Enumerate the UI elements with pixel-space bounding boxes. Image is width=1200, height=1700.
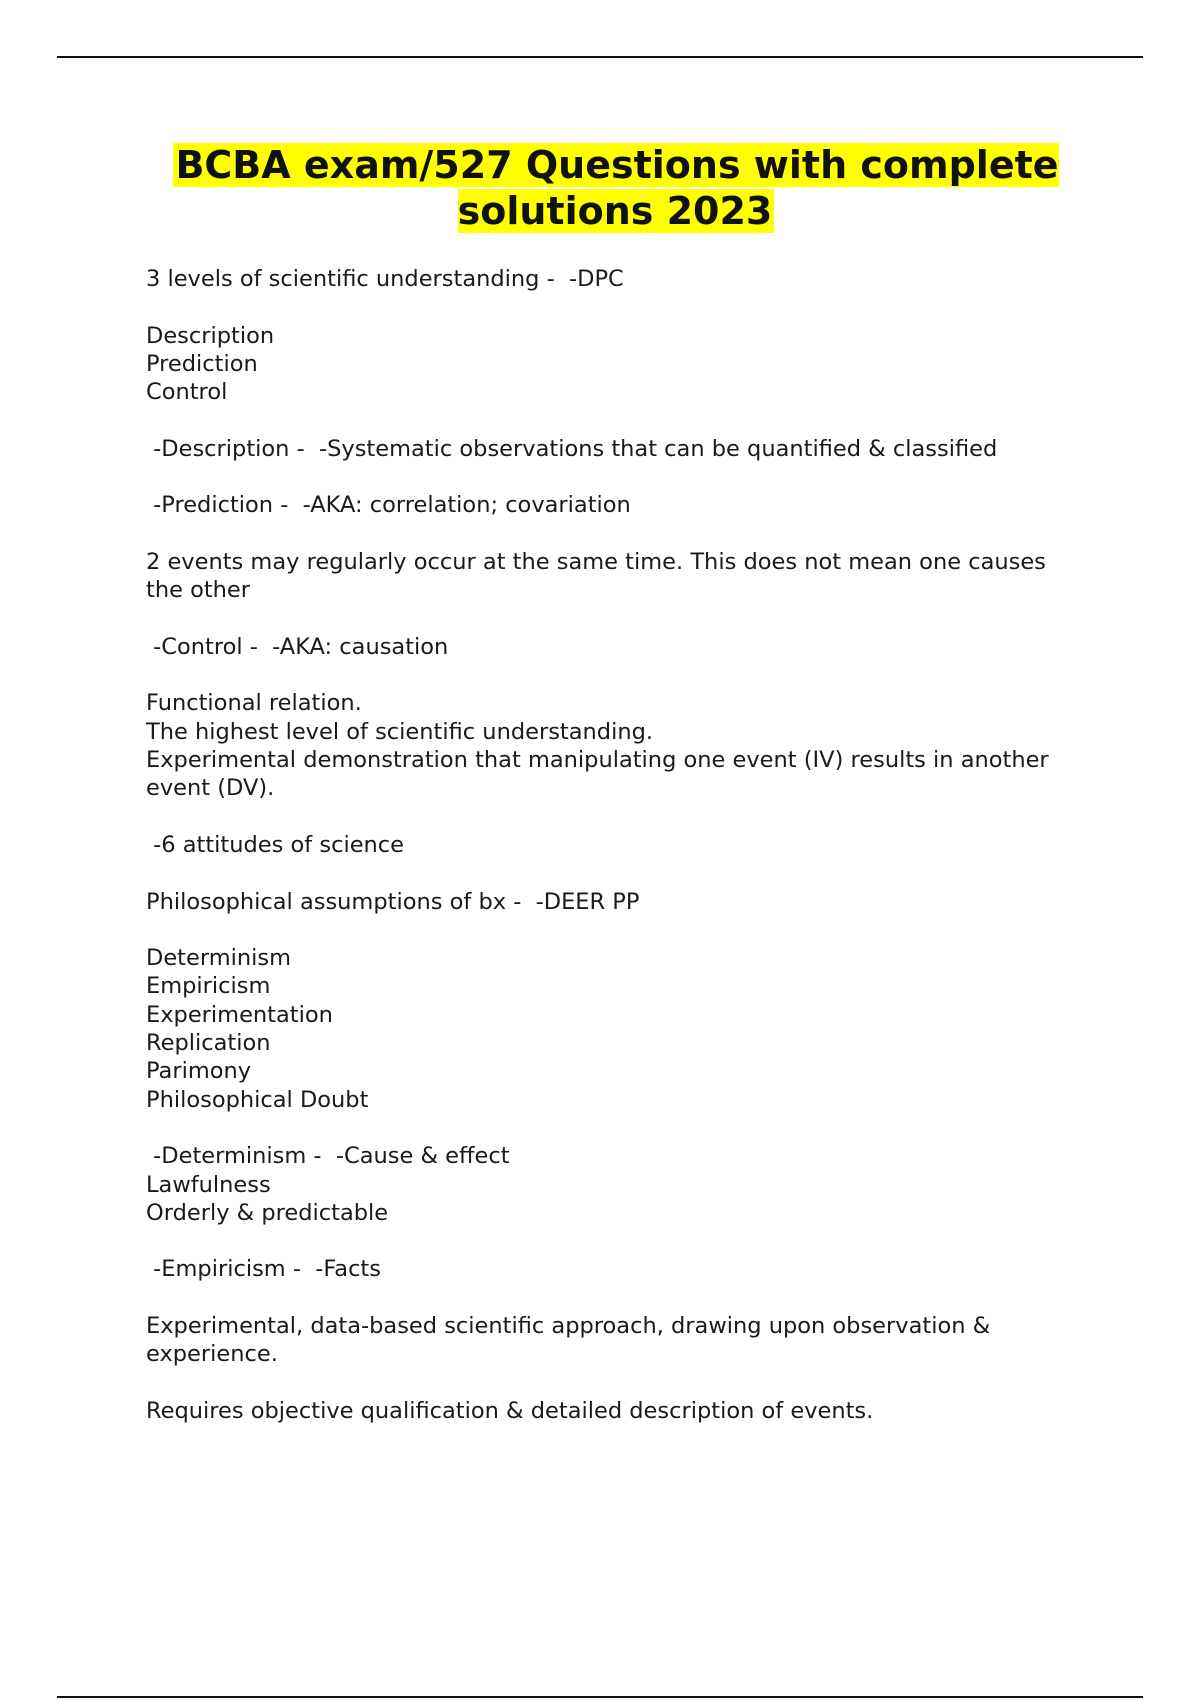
- paragraph: [146, 322, 1086, 407]
- text-line: -Control - -AKA: causation: [146, 633, 449, 660]
- text-line: Determinism: [146, 945, 292, 972]
- text-line: Prediction: [146, 350, 258, 377]
- paragraph: [146, 633, 1086, 661]
- paragraph: [146, 435, 1086, 463]
- paragraph: [146, 1255, 1086, 1283]
- paragraph: [146, 1397, 1086, 1425]
- paragraph: [146, 1142, 1086, 1227]
- title-highlight: BCBA exam/527 Questions with complete solutions 2023: [175, 143, 1059, 233]
- text-line: Parimony: [146, 1058, 252, 1085]
- text-line: Experimental demonstration that manipulating one event (IV) results in another event (DV).: [146, 747, 1056, 802]
- text-line: The highest level of scientific understanding.: [146, 718, 654, 745]
- paragraph: [146, 548, 1086, 605]
- text-line: Description: [146, 322, 275, 349]
- document-title: [100, 142, 1132, 234]
- top-rule: [57, 56, 1143, 58]
- text-line: 3 levels of scientific understanding - -DPC: [146, 266, 624, 292]
- text-line: 2 events may regularly occur at the same time. This does not mean one causes the other: [146, 548, 1054, 604]
- text-line: Philosophical assumptions of bx - -DEER PP: [146, 888, 640, 915]
- paragraph: [146, 831, 1086, 859]
- paragraph: [146, 689, 1086, 802]
- text-line: Control: [146, 379, 228, 406]
- paragraph: [146, 1312, 1086, 1369]
- text-line: Replication: [146, 1030, 271, 1057]
- text-line: -Determinism - -Cause & effect: [146, 1143, 510, 1170]
- paragraph: [146, 491, 1086, 519]
- text-line: Requires objective qualification & detailed description of events.: [146, 1397, 874, 1424]
- document-body: [146, 265, 1086, 1453]
- text-line: Experimental, data-based scientific approach, drawing upon observation & experience.: [146, 1312, 998, 1368]
- text-line: Functional relation.: [146, 690, 362, 717]
- bottom-rule: [57, 1696, 1143, 1698]
- text-line: -Prediction - -AKA: correlation; covariation: [146, 492, 631, 519]
- paragraph: [146, 888, 1086, 916]
- text-line: -Description - -Systematic observations that can be quantified & classified: [146, 435, 998, 462]
- text-line: Philosophical Doubt: [146, 1086, 369, 1113]
- text-line: -6 attitudes of science: [146, 831, 405, 858]
- paragraph: [146, 265, 1086, 293]
- text-line: Experimentation: [146, 1001, 333, 1028]
- text-line: Empiricism: [146, 973, 271, 1000]
- text-line: -Empiricism - -Facts: [146, 1256, 381, 1283]
- text-line: Lawfulness: [146, 1171, 271, 1198]
- paragraph: [146, 944, 1086, 1114]
- text-line: Orderly & predictable: [146, 1199, 389, 1226]
